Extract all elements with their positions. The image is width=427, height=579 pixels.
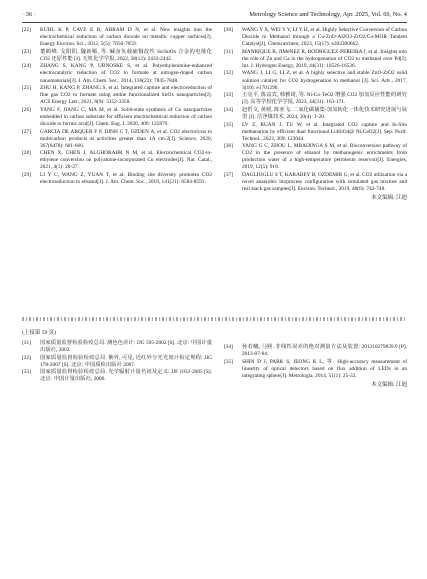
reference-text: WANG J, LI G, LI Z, et al. A highly selective and stable ZnO-ZrO2 solid solution catalyst for CO2 hydrogenation to methanol [J]. Sci. Adv., 2017, 3(10): e1701290. <box>242 70 407 91</box>
reference-item <box>22 129 212 150</box>
reference-text: WANG Y X, WEI Y Y, LI Y H, et al. Highly Selective Conversion of Carbon Dioxide to Methanol through a Cu-ZnO-Al2O3-ZrO2/Cu-MOR Tandem Catalyst[J]. Chemcatchem, 2023, 15(17): e202300662. <box>242 27 407 48</box>
reference-number: [36] <box>224 143 233 150</box>
reference-number: [34] <box>224 344 233 350</box>
reference-number: [35] <box>224 358 233 365</box>
reference-number: [31] <box>224 48 233 55</box>
reference-number: [22] <box>22 27 31 33</box>
reference-item <box>22 355 212 369</box>
reference-number: [37] <box>224 172 233 179</box>
reference-number: [32] <box>22 354 31 361</box>
reference-number: [33] <box>224 92 233 99</box>
reference-text: 王亮平, 陈益宾, 韩雅琦, 等. Ni-Co-TeO2 增强 CO2 加氢反应性能的研究 [J]. 高等学校化学学报, 2023, 44(31): 163-171. <box>242 92 407 106</box>
page-number: · 36 · <box>22 11 36 18</box>
reference-text: CHEN X, CHEN J, ALGHORAIBI N M, et al. Electrochemical CO2-to-ethylene conversion on polyamine-incorporated Cu electrodes[J]. Nat. Catal., 2021, 4(1): 20-27. <box>40 150 212 171</box>
editor-credit: 本文编辑: 江迪 <box>371 195 407 202</box>
reference-item <box>22 27 212 48</box>
reference-text: YANG G C, ZHOU L, MBADINGA S M, et al. Bioconversion pathway of CO2 in the presence of ethanol by methanogenic enrichments from production water of a high-temperature petroleum reservoir[J]. Energies, 2019, 12(5): 918. <box>242 143 407 171</box>
page-header <box>22 8 407 23</box>
reference-text: KUHL K P, CAVE E R, ABRAM D N, et al. New insights into the electrochemical reduction of carbon dioxide on metallic copper surfaces[J]. Energy Environ. Sci., 2012, 5(5): 7050-7059. <box>40 27 212 48</box>
reference-item <box>22 172 212 186</box>
reference-text: DAGLIOGLU S T, KARABEY B, OZDEMIR G, et al. CO2 utilization via a novel anaerobic bioprocess configuration with simulated gas mixture and real stack gas samples[J]. Environ. Technol., 2019, 40(6): 742-748. <box>242 172 407 193</box>
reference-text: ZHU H, KANG P, ZHANG S, et al. Integrated capture and electroreduction of flue gas CO2 to formate using amine functionalized SnOx nanoparticles[J]. ACS Energy Lett., 2021, 6(9): 3352-3358. <box>40 85 212 106</box>
reference-item <box>224 143 407 171</box>
reference-number: [32] <box>224 70 233 77</box>
reference-item <box>22 369 212 383</box>
reference-list-top-right <box>224 27 407 202</box>
reference-number: [31] <box>22 340 31 347</box>
reference-item <box>224 359 407 380</box>
reference-item <box>224 27 407 48</box>
reference-number: [35] <box>224 121 233 128</box>
reference-text: LV Z, RUAN J, TU W, et al. Integrated CO2 capture and In-Situ methanation by efficient dual functional Li4SiO4@ Ni/CeO2[J]. Sep. Purif. Technol., 2023, 309: 123044. <box>242 121 407 142</box>
reference-text: LI Y C, WANG Z, YUAN T, et al. Binding site diversity promotes CO2 electroreduction to ethanol[J]. J. Am. Chem. Soc., 2019, 141(21): 8584-8591. <box>40 172 212 186</box>
reference-item <box>22 340 212 354</box>
reference-item <box>224 92 407 106</box>
reference-text: 国家质量监督检验检疫总局. 紫外, 可见, 近红外分光光度计检定规程: JJG 178-2007 [S]. 北京: 中国质检出版社 2007. <box>40 354 212 368</box>
reference-item <box>22 49 212 63</box>
reference-number: [30] <box>224 27 233 33</box>
continued-note: (上接第 59 页) <box>22 330 56 336</box>
reference-list-top-left <box>22 27 212 187</box>
reference-list <box>22 340 212 383</box>
reference-number: [24] <box>22 63 31 70</box>
reference-item <box>22 150 212 171</box>
reference-list-bottom-right <box>224 344 407 389</box>
reference-item <box>224 172 407 193</box>
reference-number: [33] <box>22 369 31 376</box>
reference-list <box>224 344 407 380</box>
reference-number: [34] <box>224 106 233 113</box>
journal-running-title: Metrology Science and Technology, Apr. 2025, Vol. 69, No. 4 <box>249 11 407 18</box>
reference-text: MANRIQUE R, JIMéNEZ R, RODRíGUEZ-PEREIRA J, et al. Insights into the role of Zn and Ga in the hydrogenation of CO2 to methanol over Pd[J]. Int. J. Hydrogen Energy, 2019, 44(31): 16526-16536. <box>242 48 407 69</box>
reference-text: 国家质量监督检验检疫总局. 光学辐射计量名词及定义: JJF 1032-2005 [S]. 北京: 中国计量出版社, 2006. <box>40 369 212 383</box>
reference-item <box>22 63 212 84</box>
reference-number: [28] <box>22 150 31 157</box>
reference-text: YANG F, JIANG C, MA M, et al. Solid-state synthesis of Cu nanoparticles embedded in carbon substrate for efficient electrochemical reduction of carbon dioxide to formic acid[J]. Chem. Eng. J. 2020, 400: 125879. <box>40 106 212 127</box>
reference-item <box>224 107 407 121</box>
reference-text: ZHANG S, KANG P, UBNOSKE S, et al. Polyethylenimine-enhanced electrocatalytic reduction of CO2 to formate at nitrogen-doped carbon nanomaterials[J]. J. Am. Chem. Soc., 2014, 136(22): 7845-7848. <box>40 63 212 84</box>
reference-item <box>224 344 407 358</box>
reference-item <box>22 85 212 106</box>
reference-number: [26] <box>22 106 31 113</box>
reference-number: [27] <box>22 128 31 135</box>
reference-number: [23] <box>22 48 31 55</box>
section-divider <box>22 317 407 321</box>
editor-credit: 本文编辑: 江迪 <box>371 381 407 388</box>
reference-text: SHIN D J, PARK S, JEONG K L, 等. High-accuracy measurement of linearity of optical detectors based on flux addition of LEDs in an integrating sphere[J]. Metrologia, 2014, 51(1): 25-32. <box>242 358 407 379</box>
reference-text: GARCIA DE ARQUER F P, DINH C T, OZDEN A, et al. CO2 electrolysis to multicarbon products at activities greater than 1A cm-2[J]. Science, 2020, 367(6478): 661-666. <box>40 128 212 149</box>
reference-item <box>224 70 407 91</box>
reference-number: [29] <box>22 172 31 179</box>
reference-text: 孙若曦, 马熙. 非线性误差的绝对测量方法及装置: 201310279839.9 [P]. 2013-07-04. <box>242 344 407 358</box>
reference-item <box>224 49 407 70</box>
reference-list <box>224 27 407 193</box>
reference-number: [25] <box>22 85 31 92</box>
reference-item <box>224 122 407 143</box>
reference-list-bottom-left <box>22 330 212 384</box>
reference-text: 董鹤峰, 戈阳阳, 魏新顺, 等. 碱卤负载硫铜改性 Sn/SnOx 合金的电催化 CO2 还原性能 [J]. 无机化学学报, 2022, 38(12): 2433-2442. <box>40 48 212 62</box>
reference-text: 赵忻文, 黄媛, 陈亚飞. 二氧化碳捕集-加氢转化一体化技术研究进展与展望 [J]. 洁净煤技术, 2024, 30(4): 1-20. <box>242 106 407 120</box>
reference-text: 国家质量监督检验检疫总局. 测色色差计: JJG 595-2002 [S]. 北京: 中国计量出版社, 2002. <box>40 340 212 354</box>
reference-item <box>22 107 212 128</box>
